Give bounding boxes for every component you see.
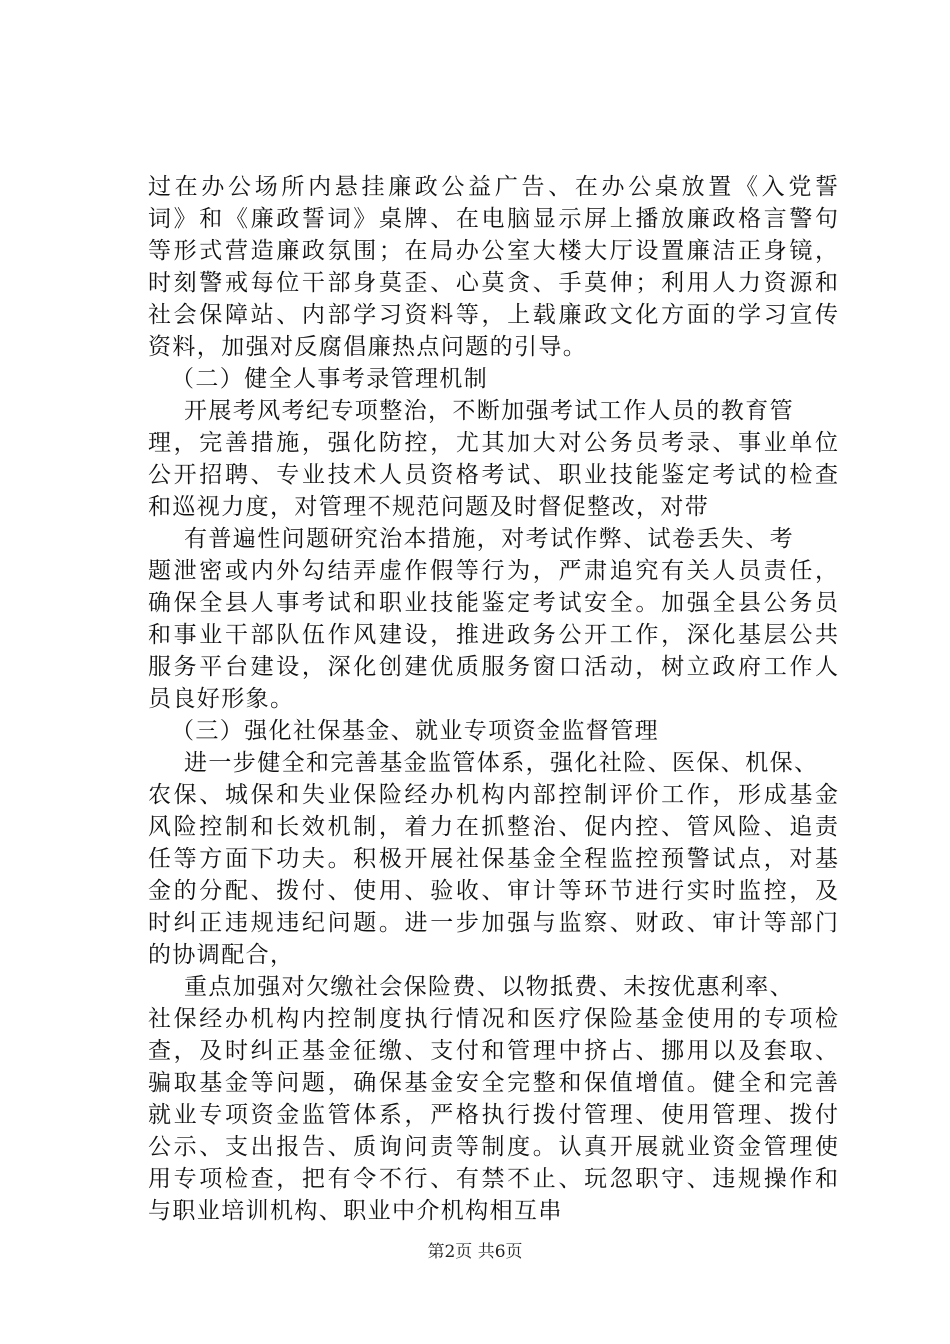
text-line: 查，及时纠正基金征缴、支付和管理中挤占、挪用以及套取、 <box>148 1038 838 1064</box>
text-line: 题泄密或内外勾结弄虚作假等行为，严肃追究有关人员责任， <box>148 558 838 584</box>
text-line: 资料，加强对反腐倡廉热点问题的引导。 <box>148 334 588 360</box>
text-line: 理，完善措施，强化防控，尤其加大对公务员考录、事业单位 <box>148 430 838 456</box>
text-line: 员良好形象。 <box>148 686 295 712</box>
text-line: 就业专项资金监管体系，严格执行拨付管理、使用管理、拨付 <box>148 1102 838 1128</box>
text-line: 社会保障站、内部学习资料等，上载廉政文化方面的学习宣传 <box>148 302 838 328</box>
text-line: 用专项检查，把有令不行、有禁不止、玩忽职守、违规操作和 <box>148 1166 838 1192</box>
text-line: 任等方面下功夫。积极开展社保基金全程监控预警试点，对基 <box>148 846 838 872</box>
text-line: 公示、支出报告、质询问责等制度。认真开展就业资金管理使 <box>148 1134 838 1160</box>
text-line: 确保全县人事考试和职业技能鉴定考试安全。加强全县公务员 <box>148 590 838 616</box>
text-line: 与职业培训机构、职业中介机构相互串 <box>148 1198 563 1224</box>
text-line: 金的分配、拨付、使用、验收、审计等环节进行实时监控，及 <box>148 878 838 904</box>
text-line: 风险控制和长效机制，着力在抓整治、促内控、管风险、追责 <box>148 814 838 840</box>
text-line: 重点加强对欠缴社会保险费、以物抵费、未按优惠利率、 <box>184 974 794 1000</box>
section-heading: （二）健全人事考录管理机制 <box>171 366 489 392</box>
text-line: 时纠正违规违纪问题。进一步加强与监察、财政、审计等部门 <box>148 910 838 936</box>
text-line: 进一步健全和完善基金监管体系，强化社险、医保、机保、 <box>184 750 819 776</box>
text-line: 服务平台建设，深化创建优质服务窗口活动，树立政府工作人 <box>148 654 838 680</box>
text-line: 的协调配合， <box>148 942 295 968</box>
text-line: 社保经办机构内控制度执行情况和医疗保险基金使用的专项检 <box>148 1006 838 1032</box>
text-line: 公开招聘、专业技术人员资格考试、职业技能鉴定考试的检查 <box>148 462 838 488</box>
text-line: 开展考风考纪专项整治，不断加强考试工作人员的教育管 <box>184 398 794 424</box>
text-line: 过在办公场所内悬挂廉政公益广告、在办公桌放置《入党誓 <box>148 174 838 200</box>
text-line: 词》和《廉政誓词》桌牌、在电脑显示屏上播放廉政格言警句 <box>148 206 838 232</box>
text-line: 骗取基金等问题，确保基金安全完整和保值增值。健全和完善 <box>148 1070 838 1096</box>
document-body <box>148 171 838 1227</box>
page-number-footer: 第2页 共6页 <box>427 1242 523 1262</box>
section-heading: （三）强化社保基金、就业专项资金监督管理 <box>171 718 659 744</box>
text-line: 农保、城保和失业保险经办机构内部控制评价工作，形成基金 <box>148 782 838 808</box>
text-line: 和事业干部队伍作风建设，推进政务公开工作，深化基层公共 <box>148 622 838 648</box>
text-line: 有普遍性问题研究治本措施，对考试作弊、试卷丢失、考 <box>184 526 794 552</box>
text-line: 时刻警戒每位干部身莫歪、心莫贪、手莫伸；利用人力资源和 <box>148 270 838 296</box>
text-line: 和巡视力度，对管理不规范问题及时督促整改，对带 <box>148 494 710 520</box>
text-line: 等形式营造廉政氛围；在局办公室大楼大厅设置廉洁正身镜， <box>148 238 838 264</box>
